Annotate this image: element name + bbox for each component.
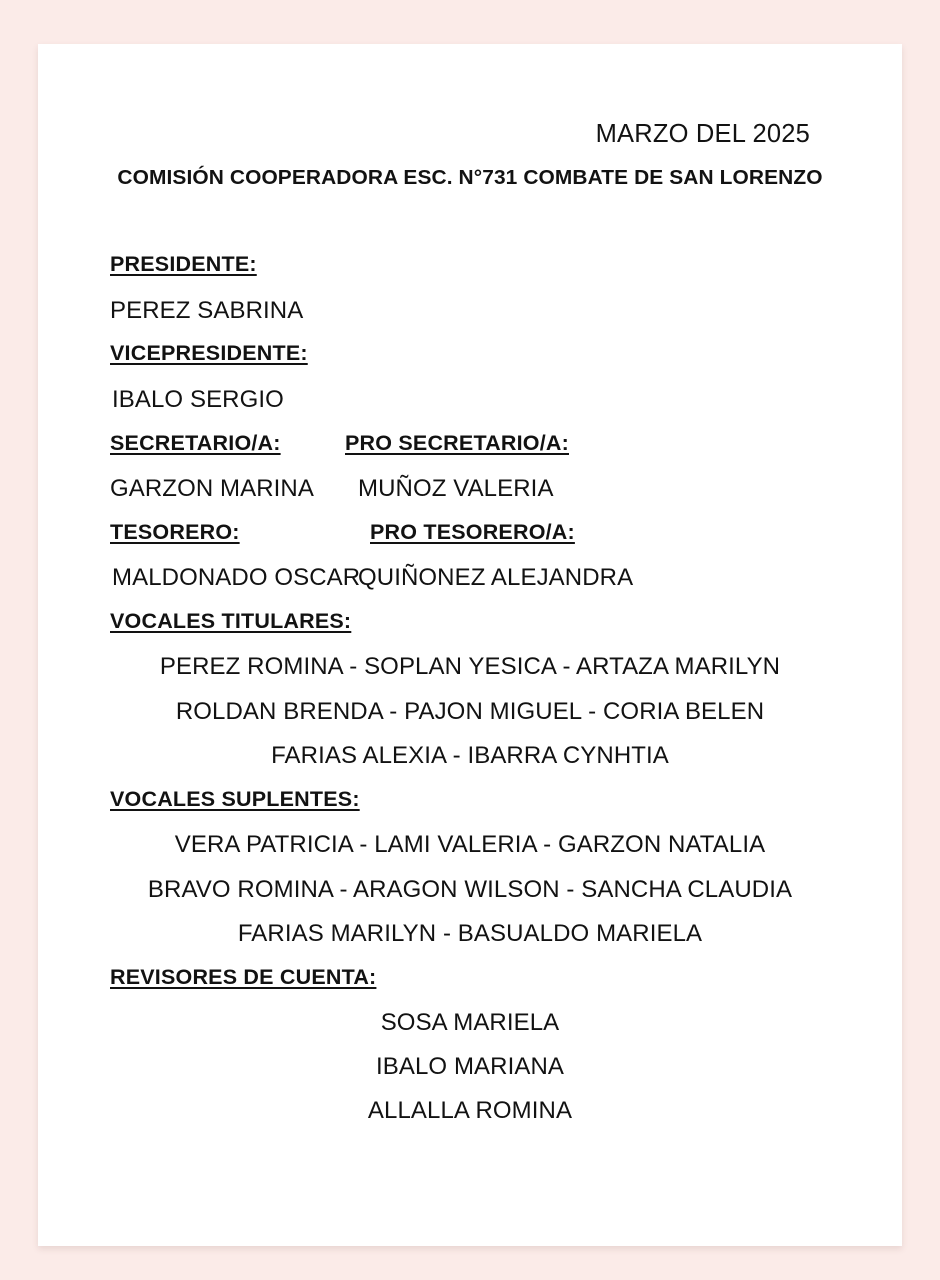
- section-heading-vicepresidente: VICEPRESIDENTE:: [110, 341, 308, 365]
- section-heading-presidente: PRESIDENTE:: [110, 252, 257, 276]
- section-heading-revisores-de-cuenta: REVISORES DE CUENTA:: [110, 965, 377, 989]
- member-vicepresidente: IBALO SERGIO: [112, 386, 284, 413]
- revisores-de-cuenta-line: ALLALLA ROMINA: [367, 1097, 573, 1124]
- page-title: COMISIÓN COOPERADORA ESC. N°731 COMBATE DE SAN LORENZO: [117, 166, 823, 189]
- revisores-de-cuenta-line: IBALO MARIANA: [375, 1053, 564, 1080]
- document-body: [38, 44, 902, 1246]
- section-heading-vocales-titulares: VOCALES TITULARES:: [110, 609, 352, 633]
- section-heading-tesorero: TESORERO:: [110, 520, 240, 544]
- section-heading-pro-tesorero: PRO TESORERO/A:: [370, 520, 575, 544]
- vocales-titulares-line: PEREZ ROMINA - SOPLAN YESICA - ARTAZA MARILYN: [159, 653, 781, 680]
- vocales-suplentes-line: VERA PATRICIA - LAMI VALERIA - GARZON NATALIA: [174, 831, 766, 858]
- member-pro-tesorero: QUIÑONEZ ALEJANDRA: [358, 564, 634, 591]
- revisores-de-cuenta-line: SOSA MARIELA: [380, 1009, 560, 1036]
- vocales-titulares-line: ROLDAN BRENDA - PAJON MIGUEL - CORIA BELEN: [175, 698, 765, 725]
- member-secretario: GARZON MARINA: [110, 475, 314, 502]
- member-tesorero: MALDONADO OSCAR: [112, 564, 361, 591]
- section-heading-pro-secretario: PRO SECRETARIO/A:: [345, 431, 569, 455]
- vocales-suplentes-line: BRAVO ROMINA - ARAGON WILSON - SANCHA CLAUDIA: [147, 876, 793, 903]
- member-presidente: PEREZ SABRINA: [110, 297, 304, 324]
- section-heading-vocales-suplentes: VOCALES SUPLENTES:: [110, 787, 360, 811]
- vocales-titulares-line: FARIAS ALEXIA - IBARRA CYNHTIA: [271, 742, 669, 769]
- vocales-suplentes-line: FARIAS MARILYN - BASUALDO MARIELA: [237, 920, 703, 947]
- section-heading-secretario: SECRETARIO/A:: [110, 431, 281, 455]
- document-page: [38, 44, 902, 1246]
- document-date: MARZO DEL 2025: [595, 120, 810, 148]
- member-pro-secretario: MUÑOZ VALERIA: [358, 475, 554, 502]
